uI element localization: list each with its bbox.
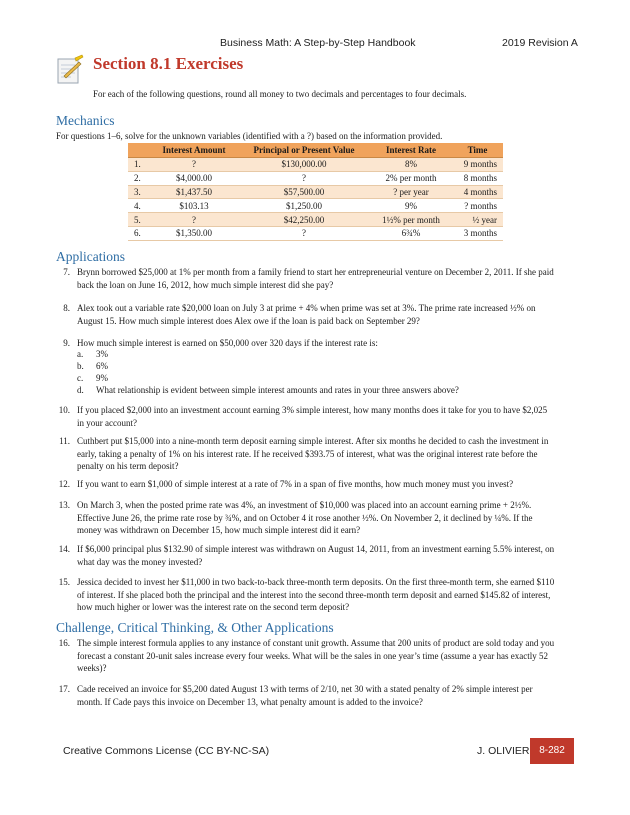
sub-item-d — [77, 385, 459, 395]
mechanics-heading: Mechanics — [56, 113, 115, 128]
question-17 — [56, 683, 556, 708]
table-cell: ? per year — [370, 185, 452, 199]
table-row — [128, 226, 503, 240]
question-text: The simple interest formula applies to any instance of constant unit growth. Assume that 200 units of product are sold today and you forecast a constant 20-unit sales increase every four weeks. What will be the sales in one year’s time (assume a year has exactly 52 weeks)? — [77, 638, 555, 674]
sub-item-c — [77, 373, 108, 383]
question-number: 11. — [59, 436, 70, 446]
table-cell: $1,250.00 — [238, 199, 370, 213]
table-cell: $4,000.00 — [150, 171, 238, 185]
table-cell: 3 months — [452, 226, 503, 240]
critical-thinking-heading: Challenge, Critical Thinking, & Other Applications — [56, 620, 334, 635]
running-header-title: Business Math: A Step-by-Step Handbook — [220, 37, 416, 49]
sub-letter: b. — [77, 361, 84, 371]
table-cell: 1. — [128, 158, 150, 172]
sub-text: 3% — [96, 349, 108, 359]
question-text: Cade received an invoice for $5,200 dated August 13 with terms of 2/10, net 30 with a stated penalty of 2% simple interest per month. If Cade pays this invoice on December 13, what penalty amount is added to the invoice? — [77, 684, 533, 707]
question-number: 15. — [58, 577, 70, 587]
table-cell: 4 months — [452, 185, 503, 199]
table-header-cell: Interest Amount — [150, 143, 238, 158]
table-cell: ? — [238, 226, 370, 240]
page-number-badge: 8-282 — [530, 738, 574, 764]
table-cell: 8% — [370, 158, 452, 172]
table-cell: 5. — [128, 213, 150, 227]
table-header-cell: Interest Rate — [370, 143, 452, 158]
table-row — [128, 199, 503, 213]
table-cell: 2. — [128, 171, 150, 185]
question-15 — [56, 576, 556, 614]
question-number: 10. — [58, 405, 70, 415]
question-number: 14. — [58, 544, 70, 554]
table-cell: 1½% per month — [370, 213, 452, 227]
table-row — [128, 171, 503, 185]
table-row — [128, 185, 503, 199]
sub-text: 9% — [96, 373, 108, 383]
question-7 — [56, 266, 556, 291]
question-text: Cuthbert put $15,000 into a nine-month term deposit earning simple interest. After six months he decided to cash the investment in early, taking a penalty of 1% on his interest rate. If he received $393.75 of interest, what was the original interest rate before the penalty on his term deposit? — [77, 436, 549, 472]
table-header-cell: Time — [452, 143, 503, 158]
question-number: 13. — [58, 500, 70, 510]
table-header-cell: Principal or Present Value — [238, 143, 370, 158]
sub-letter: a. — [77, 349, 84, 359]
question-number: 9. — [63, 338, 70, 348]
table-header-row — [128, 143, 503, 158]
table-cell: $42,250.00 — [238, 213, 370, 227]
section-title: Section 8.1 Exercises — [93, 54, 244, 73]
mechanics-table — [128, 143, 503, 241]
table-cell: 9% — [370, 199, 452, 213]
question-text: Jessica decided to invest her $11,000 in two back-to-back three-month term deposits. On the first three-month term, she earned $110 of interest. If she placed both the principal and the interest into the second three-month term deposit and earned $145.82 of interest, how much higher or lower was the interest rate on the second term deposit? — [77, 577, 555, 613]
table-cell: ? — [238, 171, 370, 185]
notepad-pencil-icon — [55, 54, 85, 86]
question-text: If $6,000 principal plus $132.90 of simple interest was withdrawn on August 14, 2011, from an investment earning 5.5% interest, on what day was the money invested? — [77, 544, 555, 567]
section-intro: For each of the following questions, round all money to two decimals and percentages to four decimals. — [93, 89, 467, 99]
table-cell: 9 months — [452, 158, 503, 172]
table-cell: $130,000.00 — [238, 158, 370, 172]
table-cell: ½ year — [452, 213, 503, 227]
question-9 — [56, 337, 556, 350]
sub-text: 6% — [96, 361, 108, 371]
footer-license: Creative Commons License (CC BY-NC-SA) — [63, 745, 270, 757]
question-number: 16. — [58, 638, 70, 648]
question-14 — [56, 543, 556, 568]
table-cell: $103.13 — [150, 199, 238, 213]
question-11 — [56, 435, 556, 473]
question-text: If you placed $2,000 into an investment account earning 3% simple interest, how many months does it take for you to have $2,025 in your account? — [77, 405, 548, 428]
table-row — [128, 158, 503, 172]
sub-text: What relationship is evident between simple interest amounts and rates in your three answers above? — [96, 385, 459, 395]
table-cell: 3. — [128, 185, 150, 199]
running-header-revision: 2019 Revision A — [502, 37, 578, 49]
table-cell: ? — [150, 213, 238, 227]
sub-item-b — [77, 361, 108, 371]
table-cell: $57,500.00 — [238, 185, 370, 199]
table-cell: 6. — [128, 226, 150, 240]
question-8 — [56, 302, 556, 327]
table-cell: 4. — [128, 199, 150, 213]
question-text: On March 3, when the posted prime rate was 4%, an investment of $10,000 was placed into an account earning prime + 2½%. Effective June 26, the prime rate rose by ¾%, and on October 4 it rose another ½%. On November 2, it declined by ¼%. If the money was withdrawn on December 15, how much simple interest did it earn? — [77, 500, 533, 536]
question-number: 7. — [63, 267, 70, 277]
question-text: If you want to earn $1,000 of simple interest at a rate of 7% in a span of five months, how much money must you invest? — [77, 479, 514, 489]
question-number: 12. — [58, 479, 70, 489]
sub-item-a — [77, 349, 108, 359]
table-cell: ? months — [452, 199, 503, 213]
question-12 — [56, 478, 556, 491]
question-number: 8. — [63, 303, 70, 313]
mechanics-intro: For questions 1–6, solve for the unknown variables (identified with a ?) based on the information provided. — [56, 131, 443, 141]
sub-letter: c. — [77, 373, 84, 383]
question-text: Brynn borrowed $25,000 at 1% per month from a family friend to start her entrepreneurial venture on December 2, 2011. If she paid back the loan on June 16, 2012, how much simple interest did she pay? — [77, 267, 554, 290]
table-cell: $1,350.00 — [150, 226, 238, 240]
question-text: Alex took out a variable rate $20,000 loan on July 3 at prime + 4% when prime was set at 3%. The prime rate increased ½% on August 15. How much simple interest does Alex owe if the loan is paid back on September 29? — [77, 303, 536, 326]
table-row — [128, 213, 503, 227]
table-header-cell — [128, 143, 150, 158]
footer-author: J. OLIVIER — [477, 745, 530, 757]
question-13 — [56, 499, 556, 537]
table-cell: 2% per month — [370, 171, 452, 185]
question-10 — [56, 404, 556, 429]
question-number: 17. — [58, 684, 70, 694]
question-16 — [56, 637, 556, 675]
table-cell: $1,437.50 — [150, 185, 238, 199]
question-text: How much simple interest is earned on $50,000 over 320 days if the interest rate is: — [77, 338, 378, 348]
table-cell: 8 months — [452, 171, 503, 185]
table-cell: ? — [150, 158, 238, 172]
sub-letter: d. — [77, 385, 84, 395]
applications-heading: Applications — [56, 249, 125, 264]
table-cell: 6¾% — [370, 226, 452, 240]
